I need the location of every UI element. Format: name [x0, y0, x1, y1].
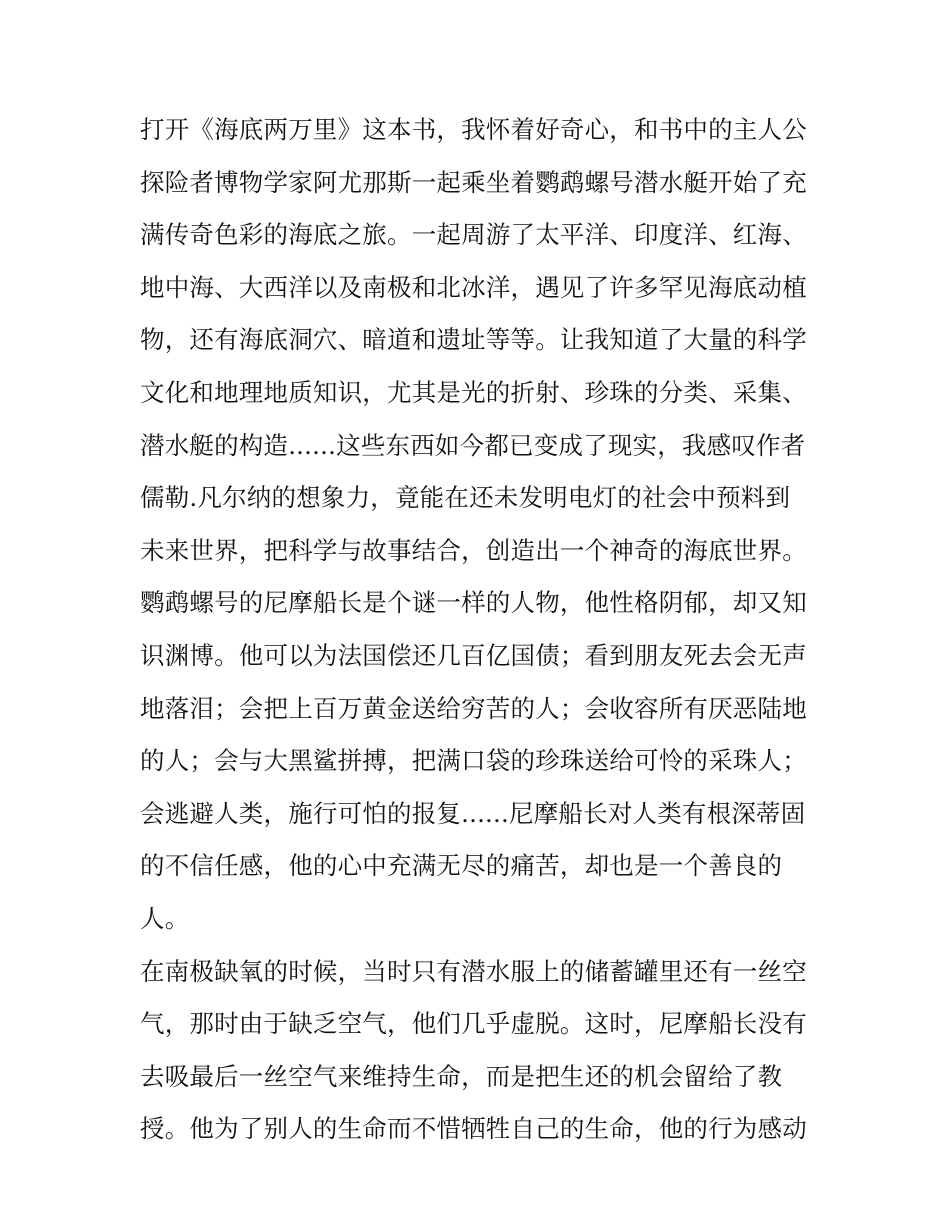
text-line-8: 儒勒.凡尔纳的想象力，竟能在还未发明电灯的社会中预料到 [140, 483, 791, 513]
text-line-13: 的人；会与大黑鲨拼搏，把满口袋的珍珠送给可怜的采珠人； [140, 746, 807, 776]
essay-text [140, 104, 820, 1156]
text-line-14: 会逃避人类，施行可怕的报复......尼摩船长对人类有根深蒂固 [140, 798, 806, 828]
text-line-11: 识渊博。他可以为法国偿还几百亿国债；看到朋友死去会无声 [140, 640, 807, 670]
text-line-5: 物，还有海底洞穴、暗道和遗址等等。让我知道了大量的科学 [140, 325, 807, 355]
text-line-12: 地落泪；会把上百万黄金送给穷苦的人；会收容所有厌恶陆地 [140, 693, 807, 723]
text-line-19: 去吸最后一丝空气来维持生命，而是把生还的机会留给了教 [140, 1061, 783, 1091]
text-line-4: 地中海、大西洋以及南极和北冰洋，遇见了许多罕见海底动植 [140, 272, 807, 302]
text-line-9: 未来世界，把科学与故事结合，创造出一个神奇的海底世界。 [140, 535, 807, 565]
text-line-6: 文化和地理地质知识，尤其是光的折射、珍珠的分类、采集、 [140, 377, 807, 407]
text-line-20: 授。他为了别人的生命而不惜牺牲自己的生命，他的行为感动 [140, 1114, 807, 1144]
text-line-2: 探险者博物学家阿尤那斯一起乘坐着鹦鹉螺号潜水艇开始了充 [140, 167, 807, 197]
text-line-17: 在南极缺氧的时候，当时只有潜水服上的储蓄罐里还有一丝空 [140, 956, 807, 986]
text-line-18: 气，那时由于缺乏空气，他们几乎虚脱。这时，尼摩船长没有 [140, 1009, 807, 1039]
text-line-15: 的不信任感，他的心中充满无尽的痛苦，却也是一个善良的 [140, 851, 783, 881]
text-line-3: 满传奇色彩的海底之旅。一起周游了太平洋、印度洋、红海、 [140, 220, 807, 250]
text-line-7: 潜水艇的构造......这些东西如今都已变成了现实，我感叹作者 [140, 430, 806, 460]
text-line-1: 打开《海底两万里》这本书，我怀着好奇心，和书中的主人公 [140, 115, 807, 144]
text-line-10: 鹦鹉螺号的尼摩船长是个谜一样的人物，他性格阴郁，却又知 [140, 588, 807, 618]
text-line-16: 人。 [140, 903, 190, 933]
